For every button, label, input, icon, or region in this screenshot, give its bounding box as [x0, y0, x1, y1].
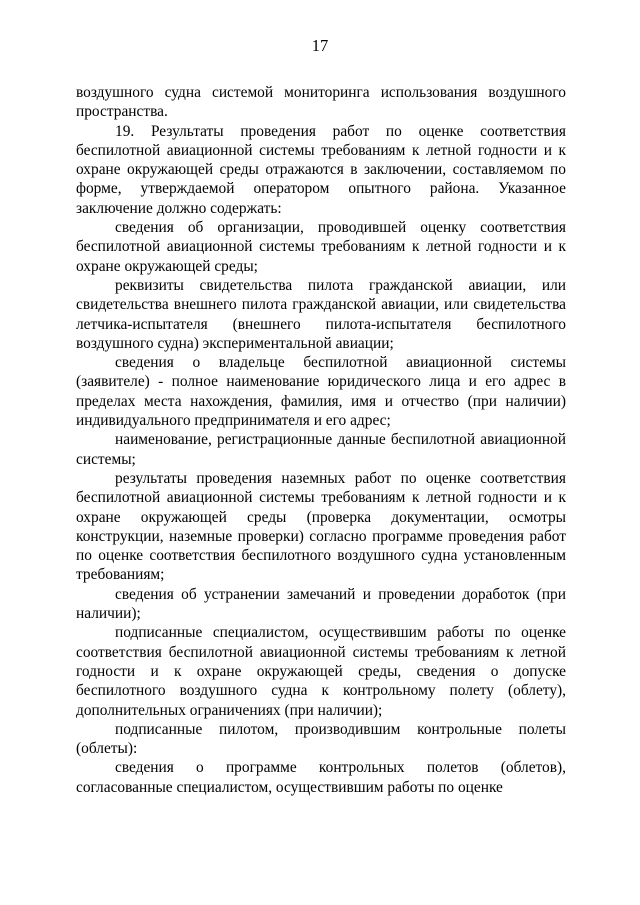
paragraph-continuation: воздушного судна системой мониторинга использования воздушного пространства. [76, 84, 566, 121]
paragraph-pilot-certificate: реквизиты свидетельства пилота гражданской авиации, или свидетельства внешнего пилота гражданской авиации, или свидетельства летчика-испытателя (внешнего пилота-испытателя беспилотного воздушного судна) экспериментальной авиации; [76, 276, 566, 352]
page-number: 17 [311, 36, 329, 55]
paragraph-registration-data: наименование, регистрационные данные беспилотной авиационной системы; [76, 431, 566, 468]
paragraph-specialist-signed: подписанные специалистом, осуществившим работы по оценке соответствия беспилотной авиационной системы требованиям к летной годности и к охране окружающей среды, сведения о допуске беспилотного воздушного судна к контрольному полету (облету), дополнительных ограничениях (при наличии); [76, 624, 566, 719]
paragraph-pilot-signed: подписанные пилотом, производившим контрольные полеты (облеты): [76, 720, 566, 758]
paragraph-organization-info: сведения об организации, проводившей оценку соответствия беспилотной авиационной системы требованиям к летной годности и к охране окружающей среды; [76, 219, 566, 275]
paragraph-ground-results: результаты проведения наземных работ по оценке соответствия беспилотной авиационной системы требованиям к летной годности и к охране окружающей среды (проверка документации, осмотры конструкции, наземные проверки) согласно программе проведения работ по оценке соответствия беспилотного воздушного судна установленным требованиям; [76, 469, 566, 584]
paragraph-flight-program: сведения о программе контрольных полетов (облетов), согласованные специалистом, осуществившим работы по оценке [76, 759, 566, 796]
paragraph-item-19: 19. Результаты проведения работ по оценке соответствия беспилотной авиационной системы требованиям к летной годности и к охране окружающей среды отражаются в заключении, составляемом по форме, утверждаемой оператором опытного района. Указанное заключение должно содержать: [76, 122, 566, 217]
paragraph-owner-info: сведения о владельце беспилотной авиационной системы (заявителе) - полное наименование юридического лица и его адрес в пределах места нахождения, фамилия, имя и отчество (при наличии) индивидуального предпринимателя и его адрес; [76, 354, 566, 430]
document-body [76, 83, 566, 797]
paragraph-remarks-elimination: сведения об устранении замечаний и проведении доработок (при наличии); [76, 585, 566, 623]
